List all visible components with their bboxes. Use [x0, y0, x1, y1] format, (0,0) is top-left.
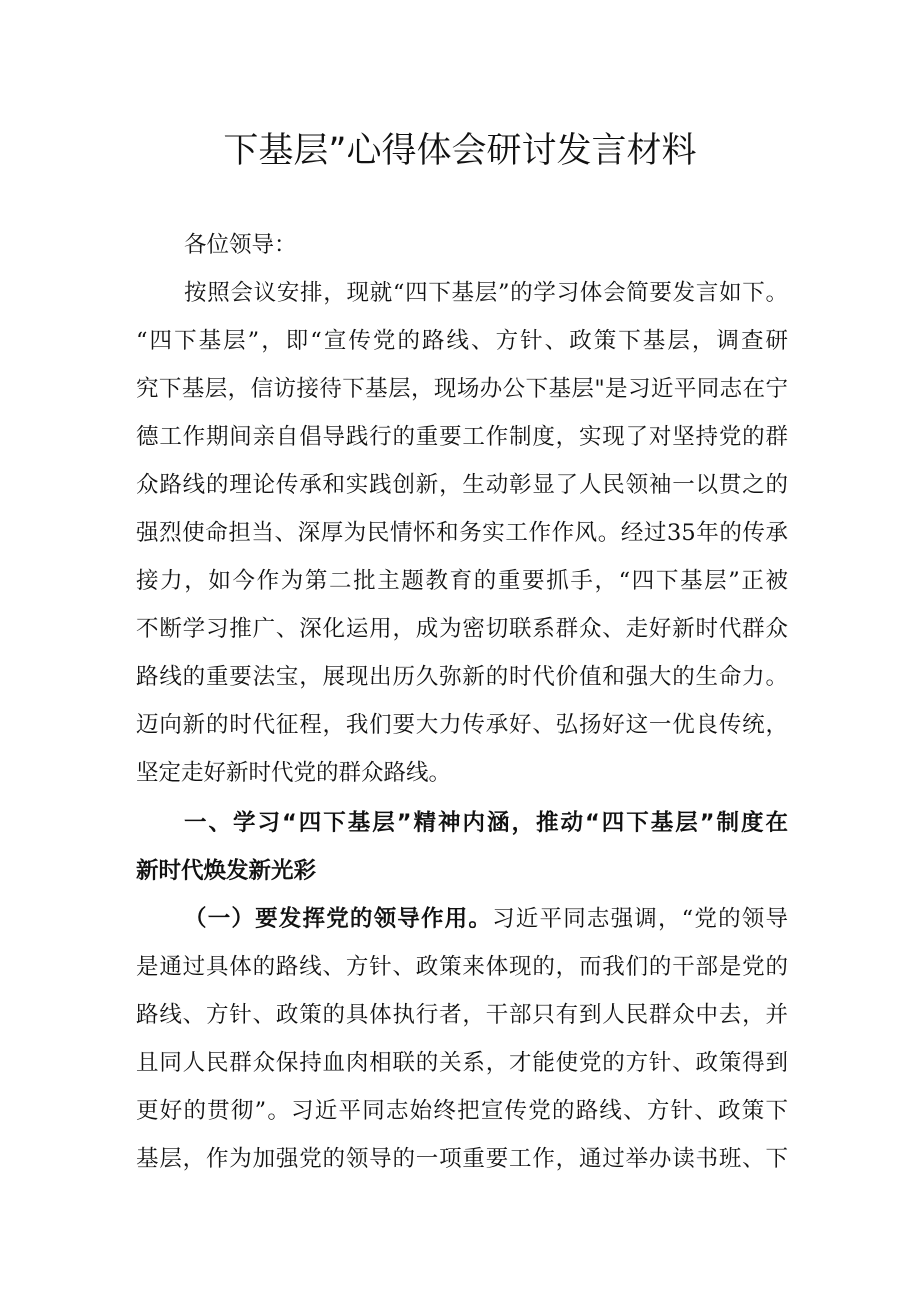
paragraph1-line: 究下基层，信访接待下基层，现场办公下基层"是习近平同志在宁: [136, 376, 788, 402]
paragraph1-line: 不断学习推广、深化运用，成为密切联系群众、走好新时代群众: [136, 616, 788, 642]
salutation: 各位领导：: [184, 232, 297, 258]
section1-heading-line: 新时代焕发新光彩: [136, 858, 317, 884]
subsection1-lead: （一）要发挥党的领导作用。: [184, 906, 493, 932]
paragraph1-line: 路线的重要法宝，展现出历久弥新的时代价值和强大的生命力。: [136, 664, 788, 690]
subsection1-line: 更好的贯彻”。习近平同志始终把宣传党的路线、方针、政策下: [136, 1098, 788, 1124]
subsection1-line: 是通过具体的路线、方针、政策来体现的，而我们的干部是党的: [136, 954, 788, 980]
paragraph1-line: 坚定走好新时代党的群众路线。: [136, 760, 452, 786]
paragraph1-line: 迈向新的时代征程，我们要大力传承好、弘扬好这一优良传统，: [136, 712, 788, 738]
paragraph1-line: 德工作期间亲自倡导践行的重要工作制度，实现了对坚持党的群: [136, 424, 788, 450]
section1-heading-line: 一、学习“四下基层”精神内涵，推动“四下基层”制度在: [184, 810, 788, 836]
paragraph1-line: 强烈使命担当、深厚为民情怀和务实工作作风。经过35年的传承: [136, 520, 788, 546]
document-title: 下基层”心得体会研讨发言材料: [223, 131, 697, 171]
subsection1-first-line-rest: 习近平同志强调，“党的领导: [492, 906, 788, 932]
paragraph1-line: 众路线的理论传承和实践创新，生动彰显了人民领袖一以贯之的: [136, 472, 788, 498]
paragraph1-line: 接力，如今作为第二批主题教育的重要抓手，“四下基层”正被: [136, 568, 788, 594]
paragraph1-line: 按照会议安排，现就“四下基层”的学习体会简要发言如下。: [184, 280, 788, 306]
subsection1-first-line: [184, 904, 788, 934]
subsection1-line: 且同人民群众保持血肉相联的关系，才能使党的方针、政策得到: [136, 1050, 788, 1076]
paragraph1-line: “四下基层”，即“宣传党的路线、方针、政策下基层，调查研: [136, 328, 788, 354]
subsection1-line: 基层，作为加强党的领导的一项重要工作，通过举办读书班、下: [136, 1146, 788, 1172]
subsection1-line: 路线、方针、政策的具体执行者，干部只有到人民群众中去，并: [136, 1002, 788, 1028]
